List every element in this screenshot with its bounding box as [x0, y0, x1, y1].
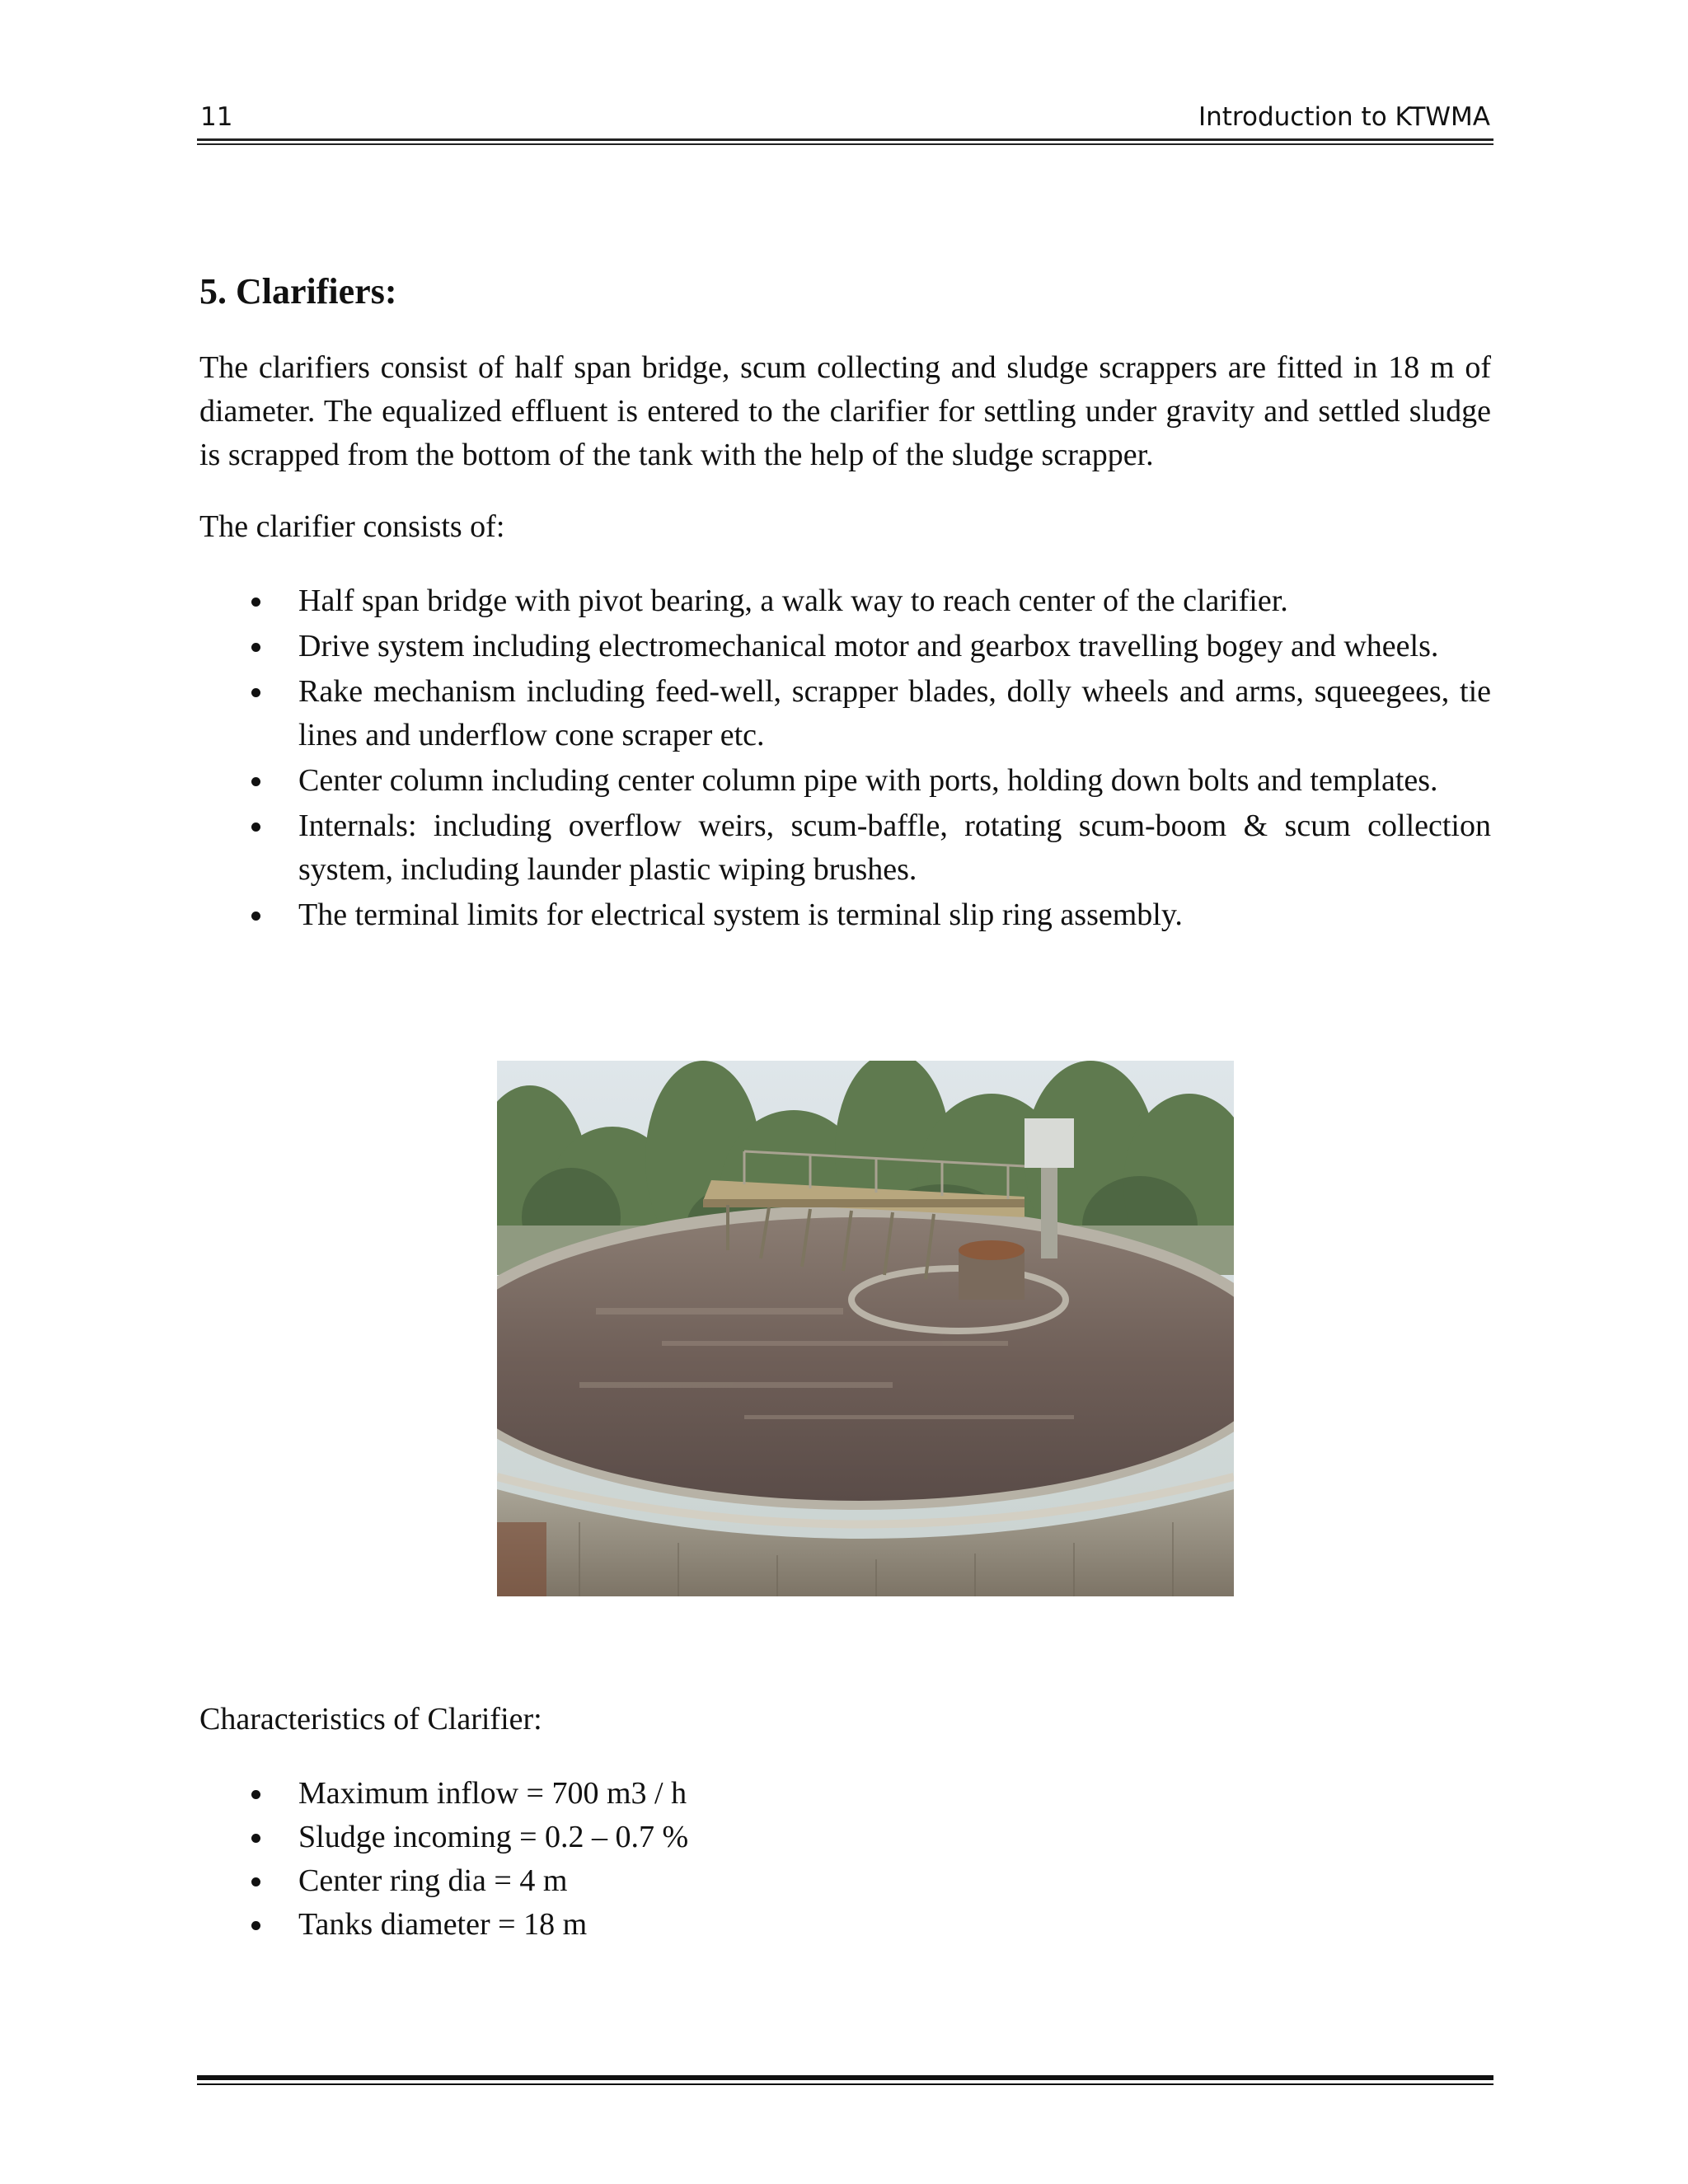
characteristics-label: Characteristics of Clarifier: — [199, 1702, 542, 1736]
clarifier-photo — [497, 1061, 1234, 1596]
components-label: The clarifier consists of: — [199, 509, 505, 544]
list-item: Rake mechanism including feed-well, scrapper blades, dolly wheels and arms, squeegees, tie lines and underflow cone scraper etc. — [199, 670, 1491, 757]
header-rule — [197, 138, 1493, 141]
bullet-icon — [251, 777, 260, 786]
list-item: Tanks diameter = 18 m — [199, 1903, 1491, 1947]
list-item: Drive system including electromechanical motor and gearbox travelling bogey and wheels. — [199, 625, 1491, 668]
bullet-icon — [251, 598, 260, 607]
footer-rule — [197, 2075, 1493, 2080]
section-heading: 5. Clarifiers: — [199, 271, 397, 312]
bullet-icon — [251, 688, 260, 697]
bullet-icon — [251, 1790, 260, 1799]
bullet-icon — [251, 643, 260, 652]
header-rule-thin — [197, 143, 1493, 145]
bullet-icon — [251, 912, 260, 921]
footer-rule-thin — [197, 2083, 1493, 2085]
intro-paragraph: The clarifiers consist of half span bridge, scum collecting and sludge scrappers are fitted in 18 m of diameter. The equalized effluent is entered to the clarifier for settling under gravity and settled sludge is scrapped from the bottom of the tank with the help of the sludge scrapper. — [199, 350, 1491, 472]
list-item: Center ring dia = 4 m — [199, 1859, 1491, 1903]
list-item: Sludge incoming = 0.2 – 0.7 % — [199, 1816, 1491, 1859]
list-item: The terminal limits for electrical system is terminal slip ring assembly. — [199, 893, 1491, 937]
list-item: Maximum inflow = 700 m3 / h — [199, 1772, 1491, 1816]
bullet-icon — [251, 1921, 260, 1930]
list-item: Internals: including overflow weirs, scum-baffle, rotating scum-boom & scum collection system, including launder plastic wiping brushes. — [199, 804, 1491, 892]
components-list — [199, 579, 1491, 939]
characteristics-list — [199, 1772, 1491, 1947]
bullet-icon — [251, 823, 260, 832]
page-number: 11 — [200, 102, 233, 132]
list-item: Half span bridge with pivot bearing, a walk way to reach center of the clarifier. — [199, 579, 1491, 623]
bullet-icon — [251, 1877, 260, 1886]
running-title: Introduction to KTWMA — [1198, 102, 1490, 132]
page-header — [197, 97, 1493, 138]
list-item: Center column including center column pipe with ports, holding down bolts and templates. — [199, 759, 1491, 803]
bullet-icon — [251, 1834, 260, 1843]
